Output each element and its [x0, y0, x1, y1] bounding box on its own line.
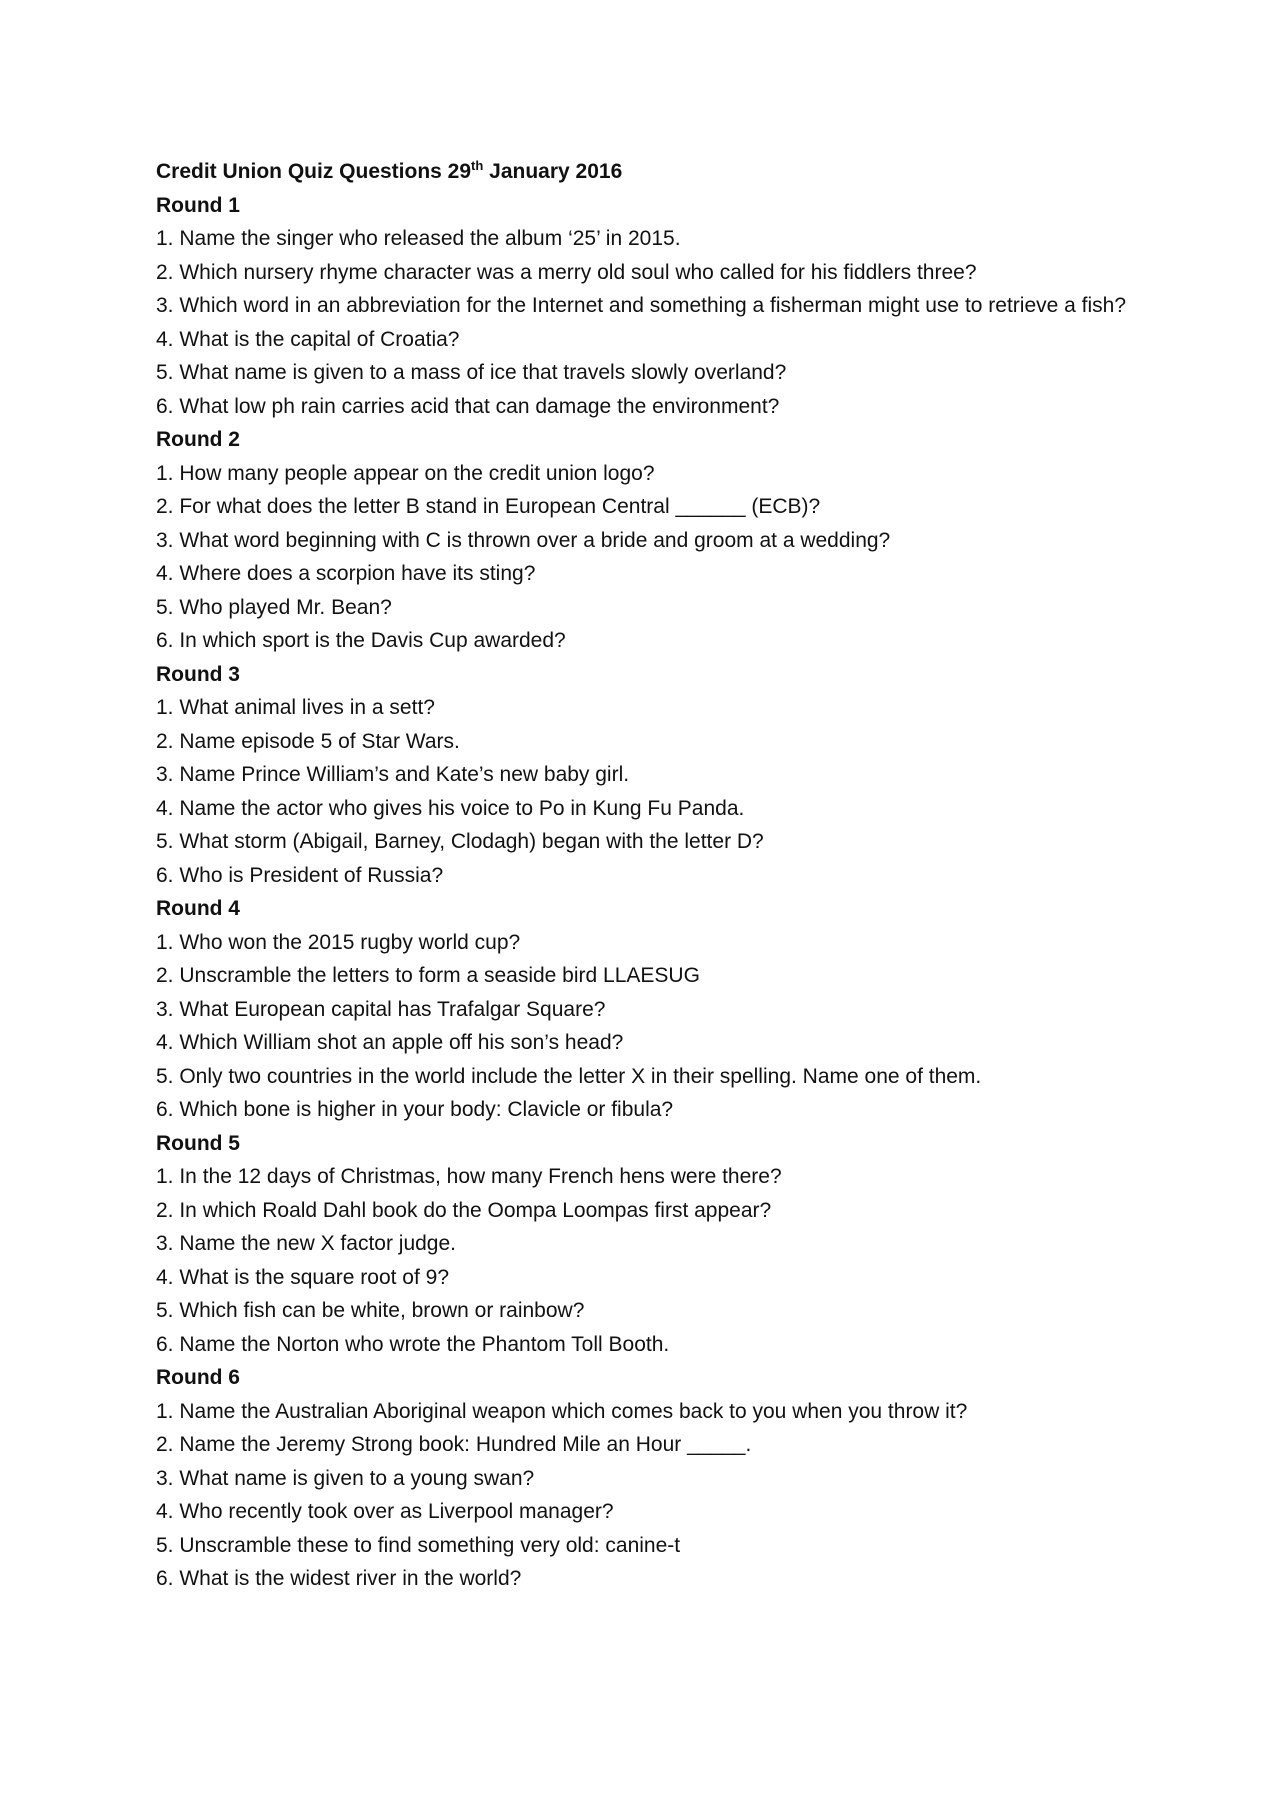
- round-heading: Round 6: [156, 1366, 240, 1389]
- question: 2. For what does the letter B stand in European Central ______ (ECB)?: [156, 495, 821, 518]
- question: 6. Which bone is higher in your body: Clavicle or fibula?: [156, 1098, 674, 1121]
- round-5: [156, 1127, 1156, 1362]
- round-6: [156, 1361, 1156, 1596]
- question: 3. What word beginning with C is thrown over a bride and groom at a wedding?: [156, 528, 891, 552]
- question: 3. Which word in an abbreviation for the Internet and something a fisherman might use to retrieve a fish?: [156, 294, 1127, 317]
- round-4: [156, 892, 1156, 1127]
- question: 1. Name the singer who released the album ‘25’ in 2015.: [156, 227, 681, 250]
- question: 5. What name is given to a mass of ice that travels slowly overland?: [156, 361, 787, 384]
- title-superscript: th: [471, 158, 484, 173]
- question: 4. Who recently took over as Liverpool manager?: [156, 1500, 614, 1523]
- question: 1. How many people appear on the credit union logo?: [156, 461, 655, 485]
- quiz-document: [156, 155, 1156, 1596]
- round-heading: Round 4: [156, 897, 240, 920]
- title-text: Credit Union Quiz Questions 29: [156, 160, 472, 183]
- question: 1. Name the Australian Aboriginal weapon which comes back to you when you throw it?: [156, 1399, 968, 1423]
- round-3: [156, 658, 1156, 893]
- document-title: [156, 155, 1156, 189]
- round-heading: Round 2: [156, 428, 240, 451]
- question: 5. Unscramble these to find something very old: canine-t: [156, 1533, 681, 1557]
- round-heading: Round 3: [156, 662, 240, 686]
- question: 5. Who played Mr. Bean?: [156, 595, 392, 619]
- question: 6. Who is President of Russia?: [156, 863, 444, 887]
- round-1: [156, 189, 1156, 424]
- question: 2. Name episode 5 of Star Wars.: [156, 729, 460, 753]
- question: 4. What is the capital of Croatia?: [156, 327, 460, 351]
- question: 5. Only two countries in the world include the letter X in their spelling. Name one of them.: [156, 1064, 982, 1088]
- question: 3. Name Prince William’s and Kate’s new baby girl.: [156, 763, 630, 786]
- question: 2. In which Roald Dahl book do the Oompa Loompas first appear?: [156, 1198, 772, 1222]
- question: 1. Who won the 2015 rugby world cup?: [156, 930, 521, 954]
- question: 6. What is the widest river in the world?: [156, 1567, 522, 1590]
- question: 2. Unscramble the letters to form a seaside bird LLAESUG: [156, 964, 700, 987]
- question: 2. Which nursery rhyme character was a merry old soul who called for his fiddlers three?: [156, 260, 977, 284]
- title-date-suffix: January 2016: [483, 160, 623, 183]
- question: 6. Name the Norton who wrote the Phantom Toll Booth.: [156, 1332, 670, 1356]
- question: 6. What low ph rain carries acid that can damage the environment?: [156, 394, 780, 418]
- question: 4. Which William shot an apple off his son’s head?: [156, 1031, 624, 1054]
- question: 1. What animal lives in a sett?: [156, 696, 435, 719]
- round-heading: Round 5: [156, 1131, 240, 1155]
- question: 3. Name the new X factor judge.: [156, 1232, 456, 1255]
- question: 4. Name the actor who gives his voice to Po in Kung Fu Panda.: [156, 796, 745, 820]
- round-heading: Round 1: [156, 193, 240, 217]
- question: 5. What storm (Abigail, Barney, Clodagh) began with the letter D?: [156, 830, 764, 853]
- question: 1. In the 12 days of Christmas, how many French hens were there?: [156, 1165, 782, 1188]
- question: 5. Which fish can be white, brown or rainbow?: [156, 1299, 585, 1322]
- question: 2. Name the Jeremy Strong book: Hundred Mile an Hour _____.: [156, 1433, 752, 1456]
- round-2: [156, 423, 1156, 658]
- question: 3. What name is given to a young swan?: [156, 1466, 535, 1490]
- question: 6. In which sport is the Davis Cup awarded?: [156, 629, 566, 652]
- question: 3. What European capital has Trafalgar Square?: [156, 997, 606, 1021]
- question: 4. What is the square root of 9?: [156, 1265, 449, 1289]
- question: 4. Where does a scorpion have its sting?: [156, 562, 536, 585]
